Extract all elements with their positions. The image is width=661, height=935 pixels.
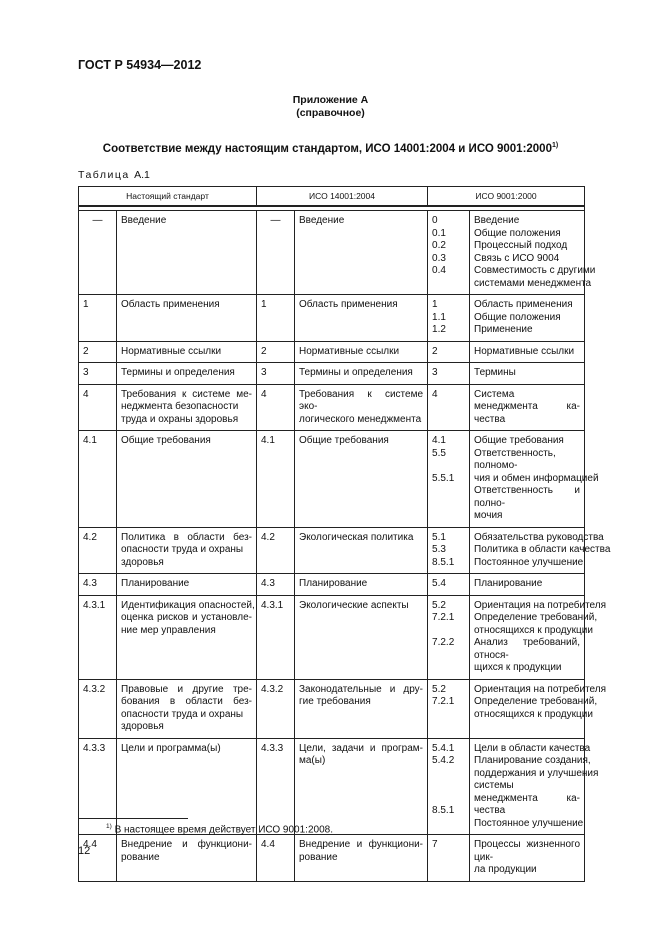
- footnote: [106, 823, 333, 835]
- iso14001-title: ма(ы): [299, 755, 326, 766]
- iso14001-title: Внедрение и функциони-: [299, 839, 424, 850]
- iso9001-title: чия и обмен информацией: [474, 472, 599, 484]
- iso9001-clause-cell: [428, 363, 470, 385]
- iso14001-title-cell: [295, 431, 428, 528]
- iso9001-clause: [432, 709, 465, 722]
- iso9001-title: Постоянное улучшение: [474, 817, 584, 829]
- this-standard-title: Цели и программа(ы): [121, 742, 221, 754]
- page-title: [0, 142, 661, 155]
- iso9001-clause-cell: [428, 211, 470, 295]
- this-standard-title: ние мер управления: [121, 624, 216, 636]
- iso9001-title-cell: [470, 595, 607, 679]
- iso9001-clause: 5.2: [432, 683, 446, 695]
- iso9001-title-cell: [470, 341, 585, 363]
- iso9001-title-cell: [470, 211, 596, 295]
- this-standard-title: опасности труда и охраны: [121, 708, 244, 720]
- this-standard-title: Термины и определения: [121, 367, 235, 378]
- iso9001-title: ла продукции: [474, 864, 537, 875]
- iso14001-title: Термины и определения: [299, 367, 413, 378]
- this-standard-title-cell: [117, 738, 257, 835]
- iso9001-title: Постоянное улучшение: [474, 556, 584, 568]
- iso9001-clause: 5.5.1: [432, 472, 455, 484]
- iso14001-clause-cell: [257, 363, 295, 385]
- iso14001-clause-cell: [257, 835, 295, 882]
- this-standard-title: Политика в области без-: [121, 531, 252, 543]
- table-row: [79, 595, 585, 679]
- iso14001-clause: 1: [261, 299, 267, 310]
- iso9001-title: относящихся к продукции: [474, 708, 593, 720]
- this-standard-title: труда и охраны здоровья: [121, 413, 239, 425]
- iso9001-title-cell: [470, 384, 585, 431]
- iso9001-clause: [432, 278, 465, 291]
- iso14001-clause-cell: [257, 679, 295, 738]
- iso9001-clause: [432, 625, 465, 638]
- iso9001-clause: 0: [432, 215, 438, 226]
- title-footnote-ref: 1): [551, 142, 559, 149]
- iso9001-clause: 5.2: [432, 599, 446, 611]
- iso9001-title: Область применения: [474, 299, 573, 310]
- iso14001-title-cell: [295, 527, 428, 574]
- iso14001-title: Цели, задачи и програм-: [299, 742, 424, 754]
- this-standard-title: оценка рисков и установле-: [121, 612, 252, 623]
- this-standard-clause-cell: [79, 384, 117, 431]
- iso9001-clause: 7.2.1: [432, 696, 455, 707]
- iso9001-title: относящихся к продукции: [474, 624, 593, 636]
- iso14001-title: Планирование: [299, 578, 368, 589]
- iso9001-clause: 5.5: [432, 447, 446, 459]
- iso14001-clause: 4.4: [261, 839, 275, 850]
- document-code: ГОСТ Р 54934—2012: [78, 58, 202, 72]
- iso9001-title: системами менеджмента: [474, 277, 592, 289]
- table-number: А.1: [134, 169, 150, 181]
- iso9001-title-cell: [470, 295, 585, 342]
- header-this-standard: Настоящий стандарт: [79, 187, 257, 207]
- this-standard-title: здоровья: [121, 721, 164, 732]
- this-standard-title-cell: [117, 431, 257, 528]
- iso14001-clause-cell: [257, 738, 295, 835]
- iso9001-title: Обязательства руководства: [474, 531, 604, 543]
- this-standard-title-cell: [117, 679, 257, 738]
- iso9001-title: Совместимость с другими: [474, 265, 596, 276]
- table-row: [79, 679, 585, 738]
- table-header-row: [79, 187, 585, 207]
- iso14001-clause-cell: [257, 527, 295, 574]
- this-standard-title: рование: [121, 851, 160, 863]
- iso9001-clause: 3: [432, 367, 438, 378]
- this-standard-title: Внедрение и функциони-: [121, 839, 252, 850]
- iso9001-title-cell: [470, 835, 585, 882]
- iso14001-clause: 4.3.2: [261, 683, 284, 695]
- iso9001-clause: [432, 768, 465, 781]
- this-standard-clause: 4.3.3: [83, 742, 106, 754]
- this-standard-clause: 1: [83, 299, 89, 310]
- table-row: [79, 341, 585, 363]
- table-body: [79, 211, 611, 882]
- iso9001-clause: 2: [432, 345, 438, 357]
- this-standard-title-cell: [117, 527, 257, 574]
- iso9001-title: Связь с ИСО 9004: [474, 252, 560, 264]
- iso14001-clause: 4.3.1: [261, 599, 284, 611]
- this-standard-title-cell: [117, 384, 257, 431]
- iso14001-clause-cell: [257, 595, 295, 679]
- iso9001-title: чества: [474, 413, 506, 425]
- iso9001-clause: 7.2.1: [432, 612, 455, 623]
- iso9001-clause: 8.5.1: [432, 556, 455, 568]
- iso14001-clause: 4: [261, 388, 267, 400]
- iso14001-title: Нормативные ссылки: [299, 345, 400, 357]
- table-row: [79, 738, 585, 835]
- iso14001-title: Экологические аспекты: [299, 599, 409, 611]
- this-standard-title: Планирование: [121, 578, 190, 589]
- iso9001-title: Общие требования: [474, 435, 564, 446]
- iso9001-clause: 0.2: [432, 240, 446, 251]
- iso9001-title-cell: [470, 431, 599, 528]
- table-row: [79, 527, 585, 574]
- iso9001-clause: 1.1: [432, 311, 446, 323]
- this-standard-clause-cell: [79, 295, 117, 342]
- iso9001-clause-cell: [428, 341, 470, 363]
- this-standard-clause-cell: [79, 341, 117, 363]
- iso14001-title-cell: [295, 295, 428, 342]
- iso14001-title: Законодательные и дру-: [299, 683, 424, 695]
- this-standard-clause: 4.2: [83, 531, 97, 543]
- iso14001-title-cell: [295, 738, 428, 835]
- iso14001-title: логического менеджмента: [299, 413, 422, 425]
- iso9001-clause: 1.2: [432, 324, 446, 335]
- iso9001-title: Анализ требований, относя-: [474, 637, 581, 661]
- this-standard-clause-cell: [79, 595, 117, 679]
- iso14001-clause-cell: [257, 295, 295, 342]
- iso9001-clause-cell: [428, 595, 470, 679]
- this-standard-clause-cell: [79, 363, 117, 385]
- iso9001-clause: 8.5.1: [432, 805, 455, 816]
- this-standard-title: Требования к системе ме-: [121, 388, 252, 400]
- iso9001-clause: [432, 460, 465, 473]
- this-standard-title-cell: [117, 211, 257, 295]
- iso14001-title-cell: [295, 574, 428, 596]
- iso14001-title-cell: [295, 595, 428, 679]
- header-iso-14001: ИСО 14001:2004: [257, 187, 428, 207]
- title-text: Соответствие между настоящим стандартом, ИСО 14001:2004 и ИСО 9001:2000: [102, 142, 552, 155]
- this-standard-clause: 3: [83, 367, 89, 378]
- iso9001-clause-cell: [428, 527, 470, 574]
- iso9001-clause-cell: [428, 295, 470, 342]
- this-standard-title: здоровья: [121, 556, 164, 568]
- iso9001-clause: 4: [432, 388, 438, 400]
- iso14001-title: Область применения: [299, 299, 398, 310]
- iso9001-clause: [432, 485, 465, 498]
- iso14001-clause: —: [270, 215, 281, 226]
- iso9001-clause-cell: [428, 738, 470, 835]
- annex-heading: [0, 94, 661, 120]
- iso9001-title: Политика в области качества: [474, 544, 611, 555]
- iso14001-clause: 2: [261, 345, 267, 357]
- this-standard-clause: 4.3: [83, 578, 97, 589]
- iso9001-title-cell: [470, 679, 607, 738]
- this-standard-clause-cell: [79, 738, 117, 835]
- iso9001-title: системы менеджмента ка-: [474, 780, 581, 804]
- iso14001-clause-cell: [257, 574, 295, 596]
- this-standard-clause: 4.1: [83, 435, 97, 446]
- page-number: 12: [78, 845, 91, 857]
- this-standard-clause: 4.3.2: [83, 683, 106, 695]
- iso9001-title: щихся к продукции: [474, 662, 562, 673]
- iso9001-clause-cell: [428, 384, 470, 431]
- annex-label: Приложение А: [292, 94, 369, 106]
- this-standard-title: бования в области без-: [121, 696, 252, 707]
- iso9001-clause: [432, 650, 465, 663]
- this-standard-clause: 4.3.1: [83, 599, 106, 611]
- iso9001-title: Общие положения: [474, 311, 561, 323]
- iso14001-title: рование: [299, 851, 338, 863]
- iso9001-title: Планирование: [474, 578, 543, 589]
- iso14001-clause: 4.3: [261, 578, 275, 589]
- iso9001-clause: 0.3: [432, 252, 446, 264]
- iso9001-clause-cell: [428, 835, 470, 882]
- this-standard-clause-cell: [79, 835, 117, 882]
- this-standard-title: опасности труда и охраны: [121, 544, 244, 555]
- this-standard-title: Идентификация опасностей,: [121, 599, 255, 611]
- this-standard-title: неджмента безопасности: [121, 401, 239, 412]
- iso9001-title-cell: [470, 574, 585, 596]
- iso9001-clause-cell: [428, 574, 470, 596]
- table-row: [79, 211, 585, 295]
- this-standard-clause-cell: [79, 574, 117, 596]
- iso9001-title: Ответственность и полно-: [474, 485, 581, 509]
- this-standard-title: Нормативные ссылки: [121, 345, 222, 357]
- footnote-rule: [78, 818, 188, 819]
- iso14001-title-cell: [295, 363, 428, 385]
- this-standard-clause-cell: [79, 527, 117, 574]
- table-row: [79, 295, 585, 342]
- iso9001-title: чества: [474, 805, 506, 816]
- iso9001-clause: 7.2.2: [432, 637, 455, 648]
- table-caption-label: Таблица: [78, 169, 130, 181]
- iso14001-title: Общие требования: [299, 435, 389, 446]
- this-standard-clause-cell: [79, 211, 117, 295]
- table-row: [79, 835, 585, 882]
- iso14001-clause: 3: [261, 367, 267, 378]
- iso9001-title: Нормативные ссылки: [474, 345, 575, 357]
- iso9001-clause: [432, 793, 465, 806]
- this-standard-title: Правовые и другие тре-: [121, 683, 252, 695]
- this-standard-clause: 4: [83, 388, 89, 400]
- footnote-ref: 1): [106, 823, 112, 830]
- this-standard-clause: —: [92, 215, 103, 226]
- this-standard-clause-cell: [79, 679, 117, 738]
- iso14001-title-cell: [295, 341, 428, 363]
- correspondence-table: [78, 186, 611, 882]
- iso14001-title-cell: [295, 679, 428, 738]
- iso14001-clause-cell: [257, 384, 295, 431]
- this-standard-clause: 2: [83, 345, 89, 357]
- this-standard-title-cell: [117, 574, 257, 596]
- iso9001-title: Ответственность, полномо-: [474, 447, 556, 471]
- iso14001-clause: 4.3.3: [261, 742, 284, 754]
- iso9001-clause: 5.4: [432, 578, 446, 589]
- iso9001-title: Цели в области качества: [474, 742, 591, 754]
- table-row: [79, 574, 585, 596]
- iso9001-title-cell: [470, 738, 599, 835]
- iso9001-title: Планирование создания,: [474, 755, 591, 766]
- this-standard-title-cell: [117, 363, 257, 385]
- iso14001-title-cell: [295, 384, 428, 431]
- iso14001-title: гие требования: [299, 696, 371, 707]
- iso14001-title-cell: [295, 211, 428, 295]
- iso14001-title: Требования к системе эко-: [299, 388, 424, 412]
- iso9001-clause: 5.3: [432, 544, 446, 555]
- table-row: [79, 431, 585, 528]
- iso9001-title: Ориентация на потребителя: [474, 599, 607, 611]
- this-standard-clause: 4.4: [83, 839, 97, 850]
- header-iso-9001: ИСО 9001:2000: [428, 187, 585, 207]
- this-standard-clause-cell: [79, 431, 117, 528]
- this-standard-title: Введение: [121, 215, 167, 226]
- iso9001-title-cell: [470, 527, 611, 574]
- iso9001-clause-cell: [428, 679, 470, 738]
- table-row: [79, 384, 585, 431]
- table-row: [79, 363, 585, 385]
- this-standard-title-cell: [117, 835, 257, 882]
- iso9001-clause: 4.1: [432, 435, 446, 446]
- iso9001-title: Определение требований,: [474, 612, 598, 623]
- annex-type: (справочное): [296, 107, 365, 119]
- iso14001-clause-cell: [257, 431, 295, 528]
- iso9001-title: Процессы жизненного цик-: [474, 839, 581, 863]
- iso9001-title: Термины: [474, 367, 516, 378]
- iso9001-title: Введение: [474, 215, 520, 226]
- iso9001-title: Процессный подход: [474, 240, 568, 251]
- iso9001-title-cell: [470, 363, 585, 385]
- iso14001-clause: 4.1: [261, 435, 275, 446]
- iso9001-title: мочия: [474, 510, 503, 521]
- iso9001-title: поддержания и улучшения: [474, 767, 599, 779]
- iso9001-clause: 0.1: [432, 227, 446, 239]
- iso9001-title: Система менеджмента ка-: [474, 388, 581, 412]
- iso9001-title: Применение: [474, 324, 533, 335]
- iso14001-title-cell: [295, 835, 428, 882]
- iso14001-clause: 4.2: [261, 531, 275, 543]
- iso9001-clause: [432, 780, 465, 793]
- iso14001-clause-cell: [257, 341, 295, 363]
- iso9001-title: Определение требований,: [474, 696, 598, 707]
- iso9001-clause: 5.1: [432, 531, 446, 543]
- iso9001-title: Общие положения: [474, 227, 561, 239]
- iso9001-title: Ориентация на потребителя: [474, 683, 607, 695]
- footnote-text: В настоящее время действует ИСО 9001:2008.: [114, 824, 333, 836]
- iso14001-title: Экологическая политика: [299, 531, 414, 543]
- this-standard-title: Общие требования: [121, 435, 211, 446]
- this-standard-title-cell: [117, 341, 257, 363]
- iso9001-clause: 5.4.1: [432, 742, 455, 754]
- iso9001-clause: 1: [432, 299, 438, 310]
- iso14001-clause-cell: [257, 211, 295, 295]
- this-standard-title: Область применения: [121, 299, 220, 310]
- iso14001-title: Введение: [299, 215, 345, 226]
- iso9001-clause: 0.4: [432, 265, 446, 276]
- iso9001-clause: 7: [432, 839, 438, 850]
- this-standard-title-cell: [117, 595, 257, 679]
- iso9001-clause: 5.4.2: [432, 755, 455, 766]
- iso9001-clause-cell: [428, 431, 470, 528]
- this-standard-title-cell: [117, 295, 257, 342]
- table-caption: [78, 169, 150, 181]
